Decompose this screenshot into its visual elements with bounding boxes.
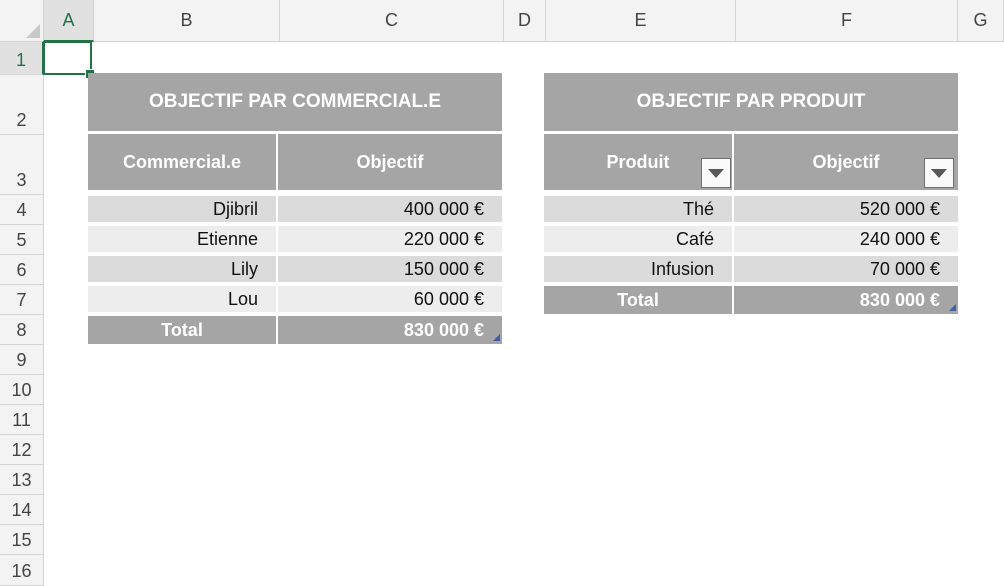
total-label[interactable]: Total bbox=[544, 286, 734, 314]
column-header-c[interactable]: C bbox=[280, 0, 504, 42]
table-row-name[interactable]: Lou bbox=[88, 286, 278, 312]
row-header-6[interactable]: 6 bbox=[0, 255, 44, 285]
header-objectif[interactable]: Objectif bbox=[278, 134, 502, 190]
column-header-d[interactable]: D bbox=[504, 0, 546, 42]
row-header-10[interactable]: 10 bbox=[0, 375, 44, 405]
table-row-name[interactable]: Etienne bbox=[88, 226, 278, 252]
select-all-corner[interactable] bbox=[0, 0, 44, 42]
table-row-value[interactable]: 60 000 € bbox=[278, 286, 502, 312]
table-row-value[interactable]: 520 000 € bbox=[734, 196, 958, 222]
row-header-11[interactable]: 11 bbox=[0, 405, 44, 435]
row-header-13[interactable]: 13 bbox=[0, 465, 44, 495]
row-header-4[interactable]: 4 bbox=[0, 195, 44, 225]
table-row-name[interactable]: Café bbox=[544, 226, 734, 252]
header-objectif[interactable]: Objectif bbox=[734, 134, 958, 190]
table-row-name[interactable]: Infusion bbox=[544, 256, 734, 282]
table-row-value[interactable]: 220 000 € bbox=[278, 226, 502, 252]
total-value[interactable]: 830 000 € bbox=[734, 286, 958, 314]
row-header-2[interactable]: 2 bbox=[0, 75, 44, 135]
total-label[interactable]: Total bbox=[88, 316, 278, 344]
table-row-value[interactable]: 400 000 € bbox=[278, 196, 502, 222]
table-produit-title[interactable]: OBJECTIF PAR PRODUIT bbox=[544, 73, 958, 131]
table-row-value[interactable]: 240 000 € bbox=[734, 226, 958, 252]
row-header-8[interactable]: 8 bbox=[0, 315, 44, 345]
row-header-14[interactable]: 14 bbox=[0, 495, 44, 525]
column-header-a[interactable]: A bbox=[44, 0, 94, 42]
row-header-1[interactable]: 1 bbox=[0, 42, 44, 75]
table-row-value[interactable]: 70 000 € bbox=[734, 256, 958, 282]
table-row-name[interactable]: Thé bbox=[544, 196, 734, 222]
row-header-3[interactable]: 3 bbox=[0, 135, 44, 195]
row-header-7[interactable]: 7 bbox=[0, 285, 44, 315]
row-header-9[interactable]: 9 bbox=[0, 345, 44, 375]
total-value[interactable]: 830 000 € bbox=[278, 316, 502, 344]
row-header-5[interactable]: 5 bbox=[0, 225, 44, 255]
row-header-15[interactable]: 15 bbox=[0, 525, 44, 555]
table-row-value[interactable]: 150 000 € bbox=[278, 256, 502, 282]
header-produit[interactable]: Produit bbox=[544, 134, 734, 190]
column-header-e[interactable]: E bbox=[546, 0, 736, 42]
column-header-g[interactable]: G bbox=[958, 0, 1004, 42]
column-header-f[interactable]: F bbox=[736, 0, 958, 42]
table-commercial-title[interactable]: OBJECTIF PAR COMMERCIAL.E bbox=[88, 73, 502, 131]
filter-dropdown-produit-icon[interactable] bbox=[701, 158, 731, 188]
header-commercial[interactable]: Commercial.e bbox=[88, 134, 278, 190]
filter-dropdown-objectif-icon[interactable] bbox=[924, 158, 954, 188]
row-header-16[interactable]: 16 bbox=[0, 555, 44, 586]
table-row-name[interactable]: Lily bbox=[88, 256, 278, 282]
column-header-b[interactable]: B bbox=[94, 0, 280, 42]
row-header-12[interactable]: 12 bbox=[0, 435, 44, 465]
table-row-name[interactable]: Djibril bbox=[88, 196, 278, 222]
